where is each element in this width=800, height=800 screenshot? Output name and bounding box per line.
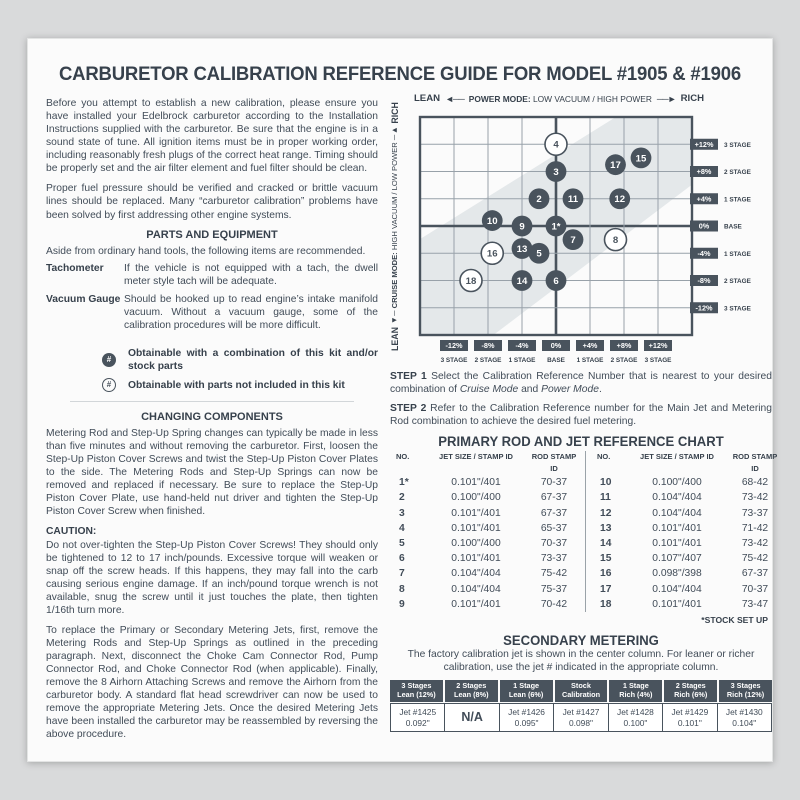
jet-size-cell: 0.101"/401 [451,598,501,610]
x-tick-percent: +4% [582,341,598,351]
secondary-metering-heading: SECONDARY METERING [503,633,659,649]
page-title: CARBURETOR CALIBRATION REFERENCE GUIDE FOR MODEL #1905 & #1906 [58,63,742,85]
legend-item-kit-parts [102,347,378,373]
calibration-point-number: 17 [610,160,621,172]
jet-size-cell: 0.101"/401 [451,477,501,489]
power-mode-axis-title [404,93,714,104]
step-1-label: STEP 1 [390,371,427,382]
step-2-text: Refer to the Calibration Reference number for the Main Jet and Metering Rod combination to achieve the desired fuel metering. [390,403,772,428]
axis-lean-label: LEAN [390,327,400,351]
x-tick-percent: +8% [616,341,632,351]
rod-stamp-cell: 70-37 [741,583,769,595]
jet-size-cell: 0.101"/401 [451,522,501,534]
calibration-point-number: 16 [486,248,498,260]
axis-rich-label: RICH [680,93,705,104]
tachometer-desc: If the vehicle is not equipped with a tach, the dwell meter style tach will be adequate. [124,262,378,287]
calibration-number-cell: 17 [600,583,612,595]
jet-size-cell: 0.104"/404 [652,583,702,595]
intro-paragraph-1: Before you attempt to establish a new calibration, please ensure you have installed your Edelbrock carburetor according to the Installation Instructions supplied with the carburetor. Be sure that the engine is in a sound state of tune. All ignition items must be in proper working order, including reasonably fresh plugs of the correct heat range. Timing should be properly set and the air filter element and fuel filter should be clean. [46,98,378,175]
calibration-point-number: 14 [516,275,528,287]
calibration-number-cell: 9 [399,598,405,610]
rod-stamp-cell: 67-37 [540,507,568,519]
rod-stamp-cell: 73-47 [741,598,769,610]
rod-stamp-cell: 73-42 [741,538,769,550]
calibration-number-cell: 8 [399,583,405,595]
y-tick-stage: 2 STAGE [724,278,751,285]
calibration-point-number: 2 [536,194,542,206]
x-tick-percent: -4% [515,341,529,351]
jet-size-cell: 0.101"/401 [652,522,702,534]
y-tick-percent: +8% [696,167,712,177]
caution-paragraph-2: To replace the Primary or Secondary Metering Jets, first, remove the Metering Rods and Step-Up Springs as outlined in the preceding paragraph. Next, disconnect the Choke Cam Connector Rod, Pump Connector Rod, and Choke Connector Rod (when applicable). Finally, remove the 8 Airhorn Attaching Screws and remove the Airhorn from the carburetor body. A standard flat head screwdriver can now be used to remove the appropriate Metering Jets. Once the desired Metering Jets have been installed the carburetor may be reassembled by reversing the above procedure. [46,624,378,741]
rod-stamp-cell: 70-37 [540,477,568,489]
calibration-number-cell: 16 [600,568,612,580]
jet-size-cell: 0.104"/404 [451,583,501,595]
up-arrow-icon: ─► [390,125,399,141]
rod-stamp-cell: 68-42 [741,477,769,489]
calibration-point-number: 8 [612,235,619,247]
y-tick-percent: +12% [694,139,714,149]
secondary-table-jet-cell: Jet #1428 0.100" [609,704,662,731]
y-tick-percent: -12% [695,303,713,313]
jet-size-cell: 0.101"/401 [451,553,501,565]
jet-size-cell: 0.101"/401 [652,538,702,550]
step-2-label: STEP 2 [390,403,427,415]
symbol-legend [102,347,378,392]
stock-setup-footnote: *STOCK SET UP [701,615,768,626]
x-tick-stage: 1 STAGE [508,357,536,364]
left-column [46,97,378,748]
x-tick-stage: 3 STAGE [644,357,672,364]
secondary-metering-intro: The factory calibration jet is shown in the center column. For leaner or richer calibration, use the jet # indicated in the appropriate column. [407,649,755,673]
left-arrow-icon: ◄── [445,93,464,104]
x-tick-stage: 3 STAGE [440,357,468,364]
caution-heading: CAUTION: [46,526,97,538]
changing-components-heading: CHANGING COMPONENTS [141,411,283,424]
changing-components-body: Metering Rod and Step-Up Spring changes can typically be made in less than five minutes and without removing the carburetor. First, loosen the Step-Up Piston Cover Screws and twist the Step-Up Piston Cover Plates to the side. The Metering Rods and Step-Up Springs can now be removed and replaced if necessary. Be sure to replace the Step-Up Piston Cover Plate, use hand-held nut driver and tighten the Step-Up Piston Cover Screw when finished. [46,428,378,518]
power-mode-italic: Power Mode [541,384,599,396]
x-tick-stage: 1 STAGE [576,357,604,364]
primary-rod-jet-table [390,451,778,612]
jet-size-cell: 0.101"/401 [451,507,501,519]
calibration-point-number: 18 [465,275,477,287]
cruise-mode-label: CRUISE MODE: [390,252,399,309]
jet-size-cell: 0.104"/404 [652,492,702,504]
y-tick-stage: 2 STAGE [724,169,751,176]
secondary-table-header-cell: 2 Stages Lean (8%) [445,680,498,703]
secondary-table-header-row [390,680,772,703]
calibration-number-cell: 15 [600,553,612,565]
intro-paragraph-2: Proper fuel pressure should be verified and cracked or brittle vacuum lines should be replaced. Many “carburetor calibration” problems have been solved by first addressing other engine systems. [46,183,378,221]
parts-equipment-intro: Aside from ordinary hand tools, the following items are recommended. [46,245,366,257]
secondary-table-jet-cell: Jet #1426 0.095" [500,704,553,731]
secondary-table-jet-cell: N/A [445,704,498,731]
calibration-point-number: 13 [516,243,528,255]
calibration-point-number: 7 [570,235,576,247]
calibration-point-number: 11 [567,194,579,206]
calibration-number-cell: 12 [600,507,612,519]
primary-chart-heading: PRIMARY ROD AND JET REFERENCE CHART [438,434,724,450]
jet-size-cell: 0.100"/400 [652,477,702,489]
calibration-point-number: 5 [536,248,542,260]
tachometer-term: Tachometer [46,262,104,274]
y-tick-stage: 1 STAGE [724,196,751,204]
cruise-mode-italic: Cruise Mode [459,384,519,396]
tachometer-item [46,262,378,288]
calibration-point-number: 15 [635,153,647,165]
secondary-table-jet-cell: Jet #1425 0.092" [391,704,444,731]
calibration-point-number: 10 [486,215,498,227]
step-1-text: Select the Calibration Reference Number that is nearest to your desired combination of [390,371,772,396]
calibration-point-number: 12 [614,194,626,206]
rod-stamp-cell: 73-37 [540,553,568,565]
power-mode-sublabel: LOW VACUUM / HIGH POWER [530,93,652,104]
calibration-grid-plot [404,105,770,367]
legend-label: Obtainable with a combination of this kit and/or stock parts [128,347,378,372]
calibration-number-cell: 1* [399,477,409,489]
caution-paragraph-1: Do not over-tighten the Step-Up Piston Cover Screws! They should only be tightened to 12 to 17 inch/pounds. Excessive torque will weaken or snap off the screw heads. If this happens, they may fall into the carb causing serious engine damage. If an inch/pound torque wrench is not available, snug the screw until it just touches the plate, then tighten 1/16th turn more. [46,539,378,616]
y-tick-stage: 1 STAGE [724,250,751,258]
calibration-point-number: 6 [553,275,559,287]
y-tick-stage: BASE [724,223,742,231]
rod-stamp-cell: 71-42 [741,522,769,534]
x-tick-percent: +12% [648,341,668,351]
calibration-point-number: 3 [553,166,559,178]
primary-table-column-header: NO. [597,452,611,462]
document-sheet [27,38,778,762]
secondary-table-header-cell: 2 Stages Rich (6%) [664,680,717,703]
rod-stamp-cell: 70-37 [540,538,568,550]
primary-table-column-header: ROD STAMP ID [732,452,778,474]
jet-size-cell: 0.101"/401 [652,598,702,610]
jet-size-cell: 0.100"/400 [451,492,501,504]
axis-lean-label: LEAN [413,93,441,104]
x-tick-percent: -12% [445,341,463,351]
calibration-number-cell: 3 [399,507,405,519]
vacuum-gauge-term: Vacuum Gauge [46,293,121,305]
calibration-number-cell: 10 [600,477,612,489]
x-tick-percent: 0% [550,341,562,351]
primary-table-right-half [586,451,781,612]
legend-item-non-kit-parts [102,378,378,392]
rod-stamp-cell: 73-42 [741,492,769,504]
jet-size-cell: 0.100"/400 [451,538,501,550]
primary-table-column-header: ROD STAMP ID [531,452,577,474]
right-column [390,93,778,732]
calibration-number-cell: 14 [600,538,612,550]
open-number-circle-icon: # [102,378,116,392]
cruise-mode-axis-title [388,102,402,351]
y-tick-percent: 0% [698,221,710,231]
secondary-table-header-cell: 1 Stage Rich (4%) [609,680,662,703]
secondary-table-value-row [390,703,772,732]
jet-size-cell: 0.098"/398 [652,568,702,580]
calibration-number-cell: 4 [399,522,405,534]
y-tick-percent: -8% [697,276,711,286]
calibration-number-cell: 13 [600,522,612,534]
right-arrow-icon: ──► [656,93,676,104]
x-tick-stage: 2 STAGE [610,357,638,364]
legend-label: Obtainable with parts not included in this kit [128,379,345,391]
power-mode-label: POWER MODE: [468,93,531,104]
parts-equipment-heading: PARTS AND EQUIPMENT [146,228,278,241]
y-tick-percent: +4% [696,194,712,204]
primary-table-left-half [390,451,586,612]
y-tick-percent: -4% [697,248,711,258]
secondary-table-header-cell: 3 Stages Lean (12%) [390,680,443,703]
cruise-mode-sublabel: HIGH VACUUM / LOW POWER [390,142,399,251]
y-tick-stage: 3 STAGE [724,305,751,313]
x-tick-percent: -8% [481,341,495,351]
rod-stamp-cell: 70-42 [540,598,568,610]
rod-stamp-cell: 75-37 [540,583,568,595]
calibration-number-cell: 11 [600,492,611,504]
calibration-point-number: 9 [519,221,525,233]
secondary-table-header-cell: 3 Stages Rich (12%) [719,680,772,703]
rod-stamp-cell: 67-37 [540,492,568,504]
x-tick-stage: 2 STAGE [474,357,502,364]
step-1: STEP 1 Select the Calibration Reference Number that is nearest to your desired combination of Cruise Mode and Power Mode. [390,371,772,396]
secondary-table-header-cell: Stock Calibration [555,680,608,703]
calibration-number-cell: 5 [399,538,405,550]
calibration-number-cell: 7 [399,568,405,580]
primary-table-column-header: NO. [396,452,410,462]
jet-size-cell: 0.107"/407 [652,553,702,565]
calibration-number-cell: 2 [399,492,405,504]
primary-table-column-header: JET SIZE / STAMP ID [439,452,513,462]
jet-size-cell: 0.104"/404 [451,568,501,580]
section-divider [70,401,354,402]
step-2 [390,402,772,428]
calibration-point-number: 4 [553,139,559,151]
calibration-chart [390,102,772,367]
vacuum-gauge-item [46,293,378,332]
rod-stamp-cell: 73-37 [741,507,769,519]
rod-stamp-cell: 75-42 [741,553,769,565]
secondary-table-jet-cell: Jet #1429 0.101" [663,704,716,731]
rod-stamp-cell: 75-42 [540,568,568,580]
secondary-table-jet-cell: Jet #1430 0.104" [718,704,771,731]
axis-rich-label: RICH [390,102,400,124]
y-tick-stage: 3 STAGE [724,141,751,149]
vacuum-gauge-desc: Should be hooked up to read engine’s intake manifold vacuum. Without a vacuum gauge, some of the calibration procedures will be more difficult. [124,293,378,331]
calibration-point-number: 1* [551,221,561,233]
calibration-number-cell: 18 [600,598,612,610]
secondary-table-header-cell: 1 Stage Lean (6%) [500,680,553,703]
secondary-table-jet-cell: Jet #1427 0.098" [554,704,607,731]
calibration-number-cell: 6 [399,553,405,565]
rod-stamp-cell: 67-37 [741,568,769,580]
jet-size-cell: 0.104"/404 [652,507,702,519]
rod-stamp-cell: 65-37 [540,522,568,534]
filled-number-circle-icon: # [102,353,116,367]
primary-table-column-header: JET SIZE / STAMP ID [640,452,714,462]
down-arrow-icon: ◄─ [390,310,399,325]
x-tick-stage: BASE [547,357,565,364]
